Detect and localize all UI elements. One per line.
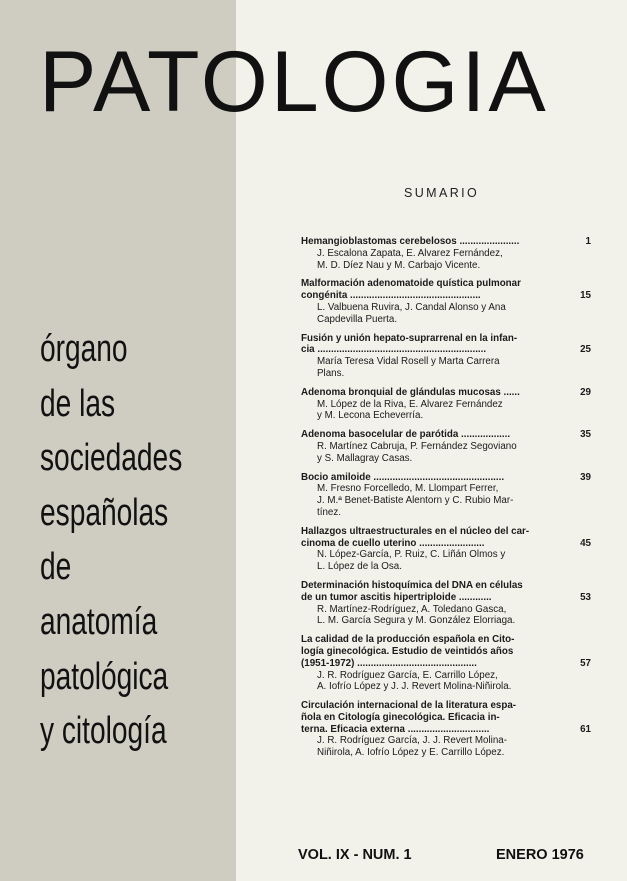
toc-article-title: Adenoma bronquial de glándulas mucosas ......: [301, 386, 520, 398]
journal-title: PATOLOGIA: [39, 34, 549, 130]
toc-article-title: Malformación adenomatoide quística pulmonar congénita ................................................: [301, 278, 521, 302]
toc-page-number: 39: [580, 471, 591, 483]
table-of-contents: [301, 236, 591, 766]
toc-authors: M. López de la Riva, E. Alvarez Fernández y M. Lecona Echeverría.: [317, 398, 503, 422]
toc-page-number: 45: [580, 537, 591, 549]
toc-authors: J. R. Rodríguez García, J. J. Revert Molina- Niñirola, A. Iofrío López y E. Carrillo López.: [317, 735, 508, 759]
issue-date: ENERO 1976: [496, 847, 584, 863]
toc-page-number: 15: [580, 290, 591, 302]
toc-article-title: Circulación internacional de la literatura espa- ñola en Citología ginecológica. Eficacia in- terna. Eficacia externa ..............................: [301, 700, 517, 735]
toc-article-title: Hemangioblastomas cerebelosos ......................: [301, 236, 520, 247]
summary-heading: SUMARIO: [404, 186, 480, 200]
toc-authors: R. Martínez Cabruja, P. Fernández Segoviano y S. Mallagray Casas.: [317, 440, 517, 464]
tagline-line: de: [40, 546, 72, 589]
toc-page-number: 25: [580, 344, 591, 356]
toc-article-title: Hallazgos ultraestructurales en el núcleo del car- cinoma de cuello uterino ........................: [301, 525, 530, 549]
toc-entry: [301, 429, 591, 464]
toc-article-title: Fusión y unión hepato-suprarrenal en la infan- cia ..............................................................: [301, 332, 518, 356]
toc-article-title: Bocio amiloide ................................................: [301, 471, 505, 483]
tagline-line: anatomía: [40, 600, 158, 643]
tagline-line: y citología: [40, 710, 167, 753]
toc-entry: [301, 472, 591, 519]
toc-entry: [301, 236, 591, 271]
toc-page-number: 1: [585, 236, 591, 247]
volume-number: VOL. IX - NUM. 1: [298, 847, 412, 863]
tagline-line: sociedades: [40, 437, 183, 480]
toc-authors: L. Valbuena Ruvira, J. Candal Alonso y Ana Capdevilla Puerta.: [317, 301, 506, 325]
toc-authors: María Teresa Vidal Rosell y Marta Carrera Plans.: [317, 356, 500, 379]
toc-authors: N. López-García, P. Ruiz, C. Liñán Olmos y L. López de la Osa.: [317, 549, 506, 573]
toc-entry: [301, 387, 591, 422]
toc-article-title: Determinación histoquímica del DNA en células de un tumor ascitis hipertriploide ............: [301, 579, 523, 603]
toc-page-number: 61: [580, 723, 591, 735]
tagline-line: de las: [40, 382, 116, 425]
tagline-line: españolas: [40, 491, 169, 534]
toc-page-number: 35: [580, 429, 591, 441]
toc-entry: [301, 580, 591, 627]
toc-authors: R. Martínez-Rodríguez, A. Toledano Gasca, L. M. García Segura y M. González Elorriaga.: [317, 603, 516, 627]
toc-article-title: La calidad de la producción española en Cito- logía ginecológica. Estudio de veintidós años (1951-1972) ............................................: [301, 634, 515, 669]
toc-entry: [301, 333, 591, 380]
tagline: [40, 322, 232, 759]
toc-entry: [301, 526, 591, 573]
toc-page-number: 57: [580, 657, 591, 669]
tagline-line: órgano: [40, 328, 128, 370]
toc-entry: [301, 634, 591, 693]
toc-page-number: 53: [580, 591, 591, 603]
toc-authors: M. Fresno Forcelledo, M. Llompart Ferrer, J. M.ª Benet-Batiste Alentorn y C. Rubio Mar- tínez.: [317, 483, 514, 518]
toc-page-number: 29: [580, 386, 591, 398]
toc-authors: J. Escalona Zapata, E. Alvarez Fernández, M. D. Díez Nau y M. Carbajo Vicente.: [317, 247, 503, 271]
tagline-line: patológica: [40, 655, 169, 698]
toc-authors: J. R. Rodríguez García, E. Carrillo López, A. Iofrío López y J. J. Revert Molina-Niñirola.: [317, 669, 512, 693]
toc-article-title: Adenoma basocelular de parótida ..................: [301, 429, 511, 441]
toc-entry: [301, 700, 591, 759]
toc-entry: [301, 278, 591, 325]
